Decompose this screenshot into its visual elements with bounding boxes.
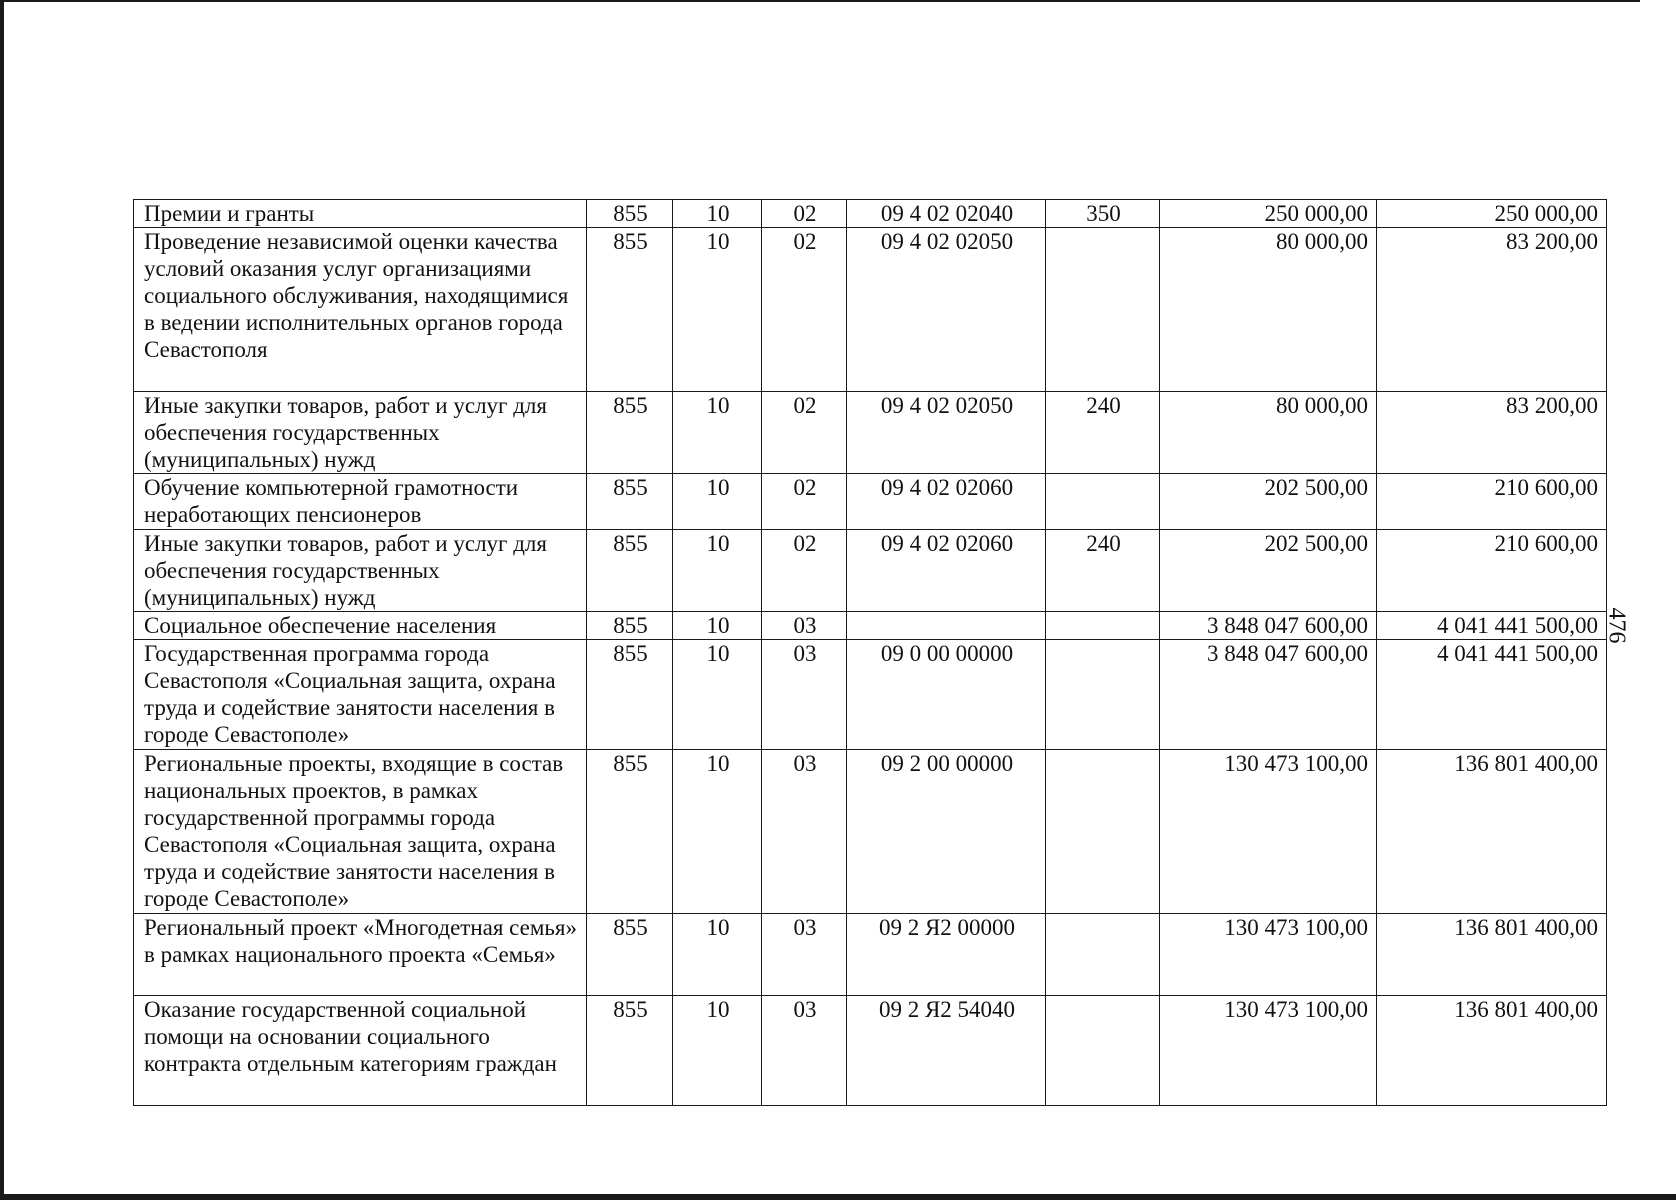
cell-amount-year-1: 80 000,00: [1160, 228, 1377, 392]
cell-target-article: 09 2 Я2 00000: [847, 914, 1046, 996]
cell-target-article: 09 4 02 02050: [847, 228, 1046, 392]
cell-expense-type: [1046, 640, 1160, 750]
scan-edge-left: [0, 0, 4, 1200]
cell-amount-year-1: 3 848 047 600,00: [1160, 612, 1377, 640]
cell-target-article: 09 2 00 00000: [847, 750, 1046, 914]
cell-amount-year-2: 210 600,00: [1377, 530, 1607, 612]
cell-name: Иные закупки товаров, работ и услуг для обеспечения государственных (муниципальных) нужд: [134, 530, 587, 612]
cell-amount-year-1: 80 000,00: [1160, 392, 1377, 474]
cell-section-code: 10: [673, 392, 762, 474]
scan-edge-top: [0, 0, 1640, 2]
cell-amount-year-2: 210 600,00: [1377, 474, 1607, 530]
cell-subsection-code: 03: [762, 996, 847, 1106]
cell-section-code: 10: [673, 474, 762, 530]
cell-target-article: 09 4 02 02040: [847, 200, 1046, 228]
cell-expense-type: 240: [1046, 392, 1160, 474]
table-row: [134, 750, 1607, 914]
cell-subsection-code: 02: [762, 392, 847, 474]
cell-grbs-code: 855: [587, 612, 673, 640]
cell-expense-type: [1046, 750, 1160, 914]
cell-amount-year-2: 136 801 400,00: [1377, 750, 1607, 914]
cell-section-code: 10: [673, 996, 762, 1106]
cell-name: Региональный проект «Многодетная семья» в рамках национального проекта «Семья»: [134, 914, 587, 996]
cell-name: Оказание государственной социальной помощи на основании социального контракта отдельным категориям граждан: [134, 996, 587, 1106]
table-row: [134, 914, 1607, 996]
cell-amount-year-2: 83 200,00: [1377, 228, 1607, 392]
cell-section-code: 10: [673, 640, 762, 750]
cell-target-article: [847, 612, 1046, 640]
cell-name: Премии и гранты: [134, 200, 587, 228]
cell-amount-year-2: 4 041 441 500,00: [1377, 640, 1607, 750]
cell-expense-type: [1046, 996, 1160, 1106]
cell-amount-year-1: 130 473 100,00: [1160, 750, 1377, 914]
cell-section-code: 10: [673, 612, 762, 640]
cell-target-article: 09 2 Я2 54040: [847, 996, 1046, 1106]
cell-subsection-code: 02: [762, 530, 847, 612]
table-row: [134, 474, 1607, 530]
cell-amount-year-1: 130 473 100,00: [1160, 914, 1377, 996]
cell-grbs-code: 855: [587, 530, 673, 612]
table-row: [134, 996, 1607, 1106]
cell-name: Иные закупки товаров, работ и услуг для обеспечения государственных (муниципальных) нужд: [134, 392, 587, 474]
cell-section-code: 10: [673, 228, 762, 392]
scan-edge-bottom: [0, 1194, 1676, 1200]
cell-grbs-code: 855: [587, 750, 673, 914]
table-row: [134, 392, 1607, 474]
cell-grbs-code: 855: [587, 392, 673, 474]
cell-target-article: 09 4 02 02060: [847, 530, 1046, 612]
cell-section-code: 10: [673, 200, 762, 228]
cell-expense-type: [1046, 914, 1160, 996]
cell-amount-year-2: 83 200,00: [1377, 392, 1607, 474]
cell-amount-year-1: 250 000,00: [1160, 200, 1377, 228]
table-row: [134, 228, 1607, 392]
cell-grbs-code: 855: [587, 996, 673, 1106]
cell-amount-year-1: 202 500,00: [1160, 474, 1377, 530]
cell-amount-year-1: 3 848 047 600,00: [1160, 640, 1377, 750]
cell-expense-type: 240: [1046, 530, 1160, 612]
table-row: [134, 640, 1607, 750]
cell-name: Государственная программа города Севастополя «Социальная защита, охрана труда и содействие занятости населения в городе Севастополе»: [134, 640, 587, 750]
cell-name: Региональные проекты, входящие в состав национальных проектов, в рамках государственной программы города Севастополя «Социальная защита, охрана труда и содействие занятости населения в городе Севастополе»: [134, 750, 587, 914]
cell-amount-year-1: 202 500,00: [1160, 530, 1377, 612]
cell-subsection-code: 03: [762, 612, 847, 640]
cell-target-article: 09 4 02 02050: [847, 392, 1046, 474]
budget-table: [133, 199, 1607, 1106]
cell-subsection-code: 03: [762, 640, 847, 750]
cell-grbs-code: 855: [587, 474, 673, 530]
cell-name: Проведение независимой оценки качества условий оказания услуг организациями социального обслуживания, находящимися в ведении исполнительных органов города Севастополя: [134, 228, 587, 392]
cell-subsection-code: 03: [762, 750, 847, 914]
cell-amount-year-1: 130 473 100,00: [1160, 996, 1377, 1106]
cell-subsection-code: 02: [762, 200, 847, 228]
cell-target-article: 09 4 02 02060: [847, 474, 1046, 530]
cell-amount-year-2: 136 801 400,00: [1377, 996, 1607, 1106]
page-number: 476: [1603, 607, 1630, 644]
cell-grbs-code: 855: [587, 228, 673, 392]
cell-grbs-code: 855: [587, 200, 673, 228]
cell-name: Социальное обеспечение населения: [134, 612, 587, 640]
cell-amount-year-2: 250 000,00: [1377, 200, 1607, 228]
cell-section-code: 10: [673, 914, 762, 996]
cell-section-code: 10: [673, 750, 762, 914]
cell-subsection-code: 02: [762, 474, 847, 530]
cell-expense-type: [1046, 612, 1160, 640]
cell-expense-type: [1046, 474, 1160, 530]
cell-subsection-code: 03: [762, 914, 847, 996]
cell-expense-type: [1046, 228, 1160, 392]
budget-table-body: [134, 200, 1607, 1106]
cell-grbs-code: 855: [587, 914, 673, 996]
table-row: [134, 200, 1607, 228]
table-row: [134, 530, 1607, 612]
cell-grbs-code: 855: [587, 640, 673, 750]
cell-amount-year-2: 136 801 400,00: [1377, 914, 1607, 996]
cell-subsection-code: 02: [762, 228, 847, 392]
cell-section-code: 10: [673, 530, 762, 612]
cell-amount-year-2: 4 041 441 500,00: [1377, 612, 1607, 640]
cell-target-article: 09 0 00 00000: [847, 640, 1046, 750]
table-row: [134, 612, 1607, 640]
cell-name: Обучение компьютерной грамотности неработающих пенсионеров: [134, 474, 587, 530]
cell-expense-type: 350: [1046, 200, 1160, 228]
